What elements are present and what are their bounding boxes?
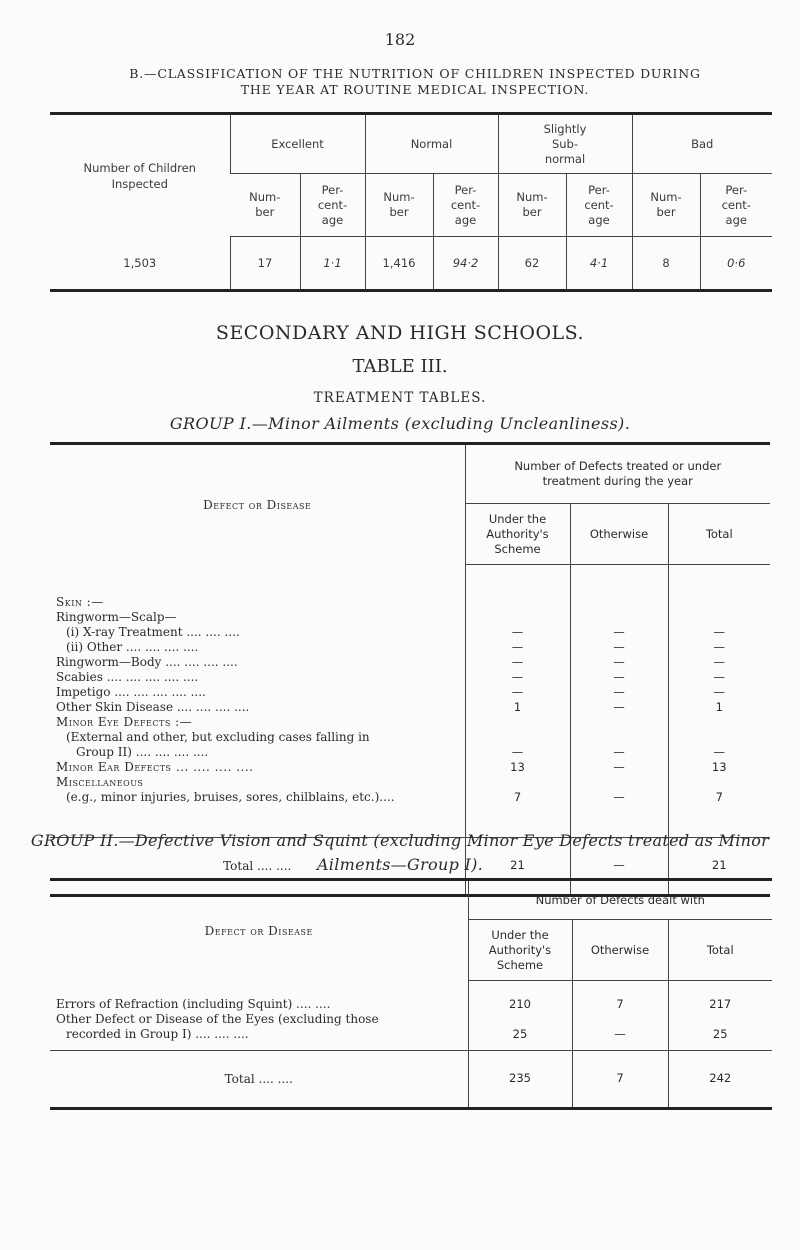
group2-title-line1: GROUP II.—Defective Vision and Squint (excluding Minor Eye Defects treated as Minor (30, 831, 770, 850)
group1-cell-otherwise (571, 610, 668, 625)
group1-cell-total: 1 (715, 700, 723, 714)
nutrition-classification-table (50, 112, 772, 292)
col-header-defect: Defect or Disease (204, 923, 313, 938)
sub-header-percentage: Per- cent- age (433, 174, 498, 237)
group1-cell-total: — (713, 670, 725, 684)
group1-cell-otherwise (571, 715, 668, 730)
group1-row-label: Scabies .... .... .... .... .... (56, 669, 199, 684)
col-header-number-dealt: Number of Defects dealt with (468, 880, 772, 920)
group2-total-values (668, 981, 772, 1051)
sub-header-number: Num- ber (632, 174, 700, 237)
table-b-heading (55, 66, 775, 98)
group1-cell-otherwise: — (613, 625, 625, 639)
group2-title-line2: Ailments—Group I). (316, 855, 484, 874)
group1-row-label: Minor Ear Defects ... .... .... .... (56, 759, 254, 774)
sub-header-number: Num- ber (230, 174, 300, 237)
col-header-authority: Under the Authority's Scheme (465, 504, 570, 565)
col-header-otherwise: Otherwise (572, 920, 668, 981)
group2-row-labels (50, 981, 468, 1051)
cell-normal-percentage: 94·2 (433, 237, 498, 291)
group1-cell-authority (466, 610, 570, 625)
group2-row-label: Other Defect or Disease of the Eyes (excluding those (56, 1011, 379, 1026)
group2-cell-otherwise: 7 (616, 997, 624, 1011)
group2-otherwise-values (572, 981, 668, 1051)
table-b-heading-line2: THE YEAR AT ROUTINE MEDICAL INSPECTION. (240, 82, 590, 97)
sub-header-number: Num- ber (498, 174, 566, 237)
group1-cell-authority: — (511, 670, 524, 684)
group2-total-label: Total .... .... (224, 1071, 293, 1086)
group1-cell-otherwise: — (613, 655, 625, 669)
group1-row-label: (External and other, but excluding cases falling in (66, 729, 370, 744)
col-header-slightly-subnormal: Slightly Sub-normal (498, 114, 632, 174)
group1-cell-otherwise: — (613, 640, 625, 654)
group1-cell-authority (466, 595, 570, 610)
cell-excellent-percentage: 1·1 (300, 237, 365, 291)
group1-cell-authority: 13 (510, 760, 525, 774)
sub-header-number: Num- ber (365, 174, 433, 237)
group2-total-otherwise: 7 (572, 1050, 668, 1108)
col-header-excellent: Excellent (230, 114, 365, 174)
sub-header-percentage: Per- cent- age (700, 174, 772, 237)
cell-normal-number: 1,416 (365, 237, 433, 291)
group1-cell-total: — (713, 655, 725, 669)
sub-header-percentage: Per- cent- age (566, 174, 632, 237)
group1-row-label: Impetigo .... .... .... .... .... (56, 684, 206, 699)
group1-cell-total (669, 775, 771, 790)
group1-cell-total (669, 595, 771, 610)
group1-cell-otherwise: — (613, 685, 625, 699)
group2-total-total: 242 (668, 1050, 772, 1108)
group1-cell-total: 7 (715, 790, 723, 804)
group1-cell-total: — (713, 625, 725, 639)
group1-cell-authority: — (511, 745, 524, 759)
group1-cell-authority (466, 715, 570, 730)
col-header-normal: Normal (365, 114, 498, 174)
col-header-total: Total (668, 920, 772, 981)
group1-cell-authority (466, 730, 570, 745)
group2-table (50, 878, 772, 1110)
page-number: 182 (384, 30, 416, 49)
group1-row-label: Other Skin Disease .... .... .... .... (56, 699, 250, 714)
group1-row-labels (50, 565, 465, 838)
col-header-bad: Bad (632, 114, 772, 174)
col-header-number-inspected: Number of Children Inspected (83, 160, 196, 191)
group1-cell-otherwise (571, 775, 668, 790)
group1-cell-authority: — (511, 685, 524, 699)
group2-cell-authority: 210 (509, 997, 531, 1011)
col-header-number-treated: Number of Defects treated or under treatment during the year (465, 444, 770, 504)
group2-authority-values (468, 981, 572, 1051)
group1-cell-total: — (713, 640, 725, 654)
table-title: TABLE III. (352, 356, 448, 377)
cell-bad-number: 8 (632, 237, 700, 291)
treatment-title: TREATMENT TABLES. (313, 390, 487, 406)
table-b-heading-line1: B.—CLASSIFICATION OF THE NUTRITION OF CHILDREN INSPECTED DURING (129, 66, 701, 81)
group2-cell-total (669, 1012, 773, 1027)
group2-cell-authority: 25 (512, 1027, 528, 1041)
group1-authority-values (465, 565, 570, 838)
group1-total-values (668, 565, 770, 838)
group1-cell-total (669, 715, 771, 730)
group2-cell-total: 25 (712, 1027, 728, 1041)
group1-total-otherwise: — (570, 837, 668, 895)
cell-subnormal-number: 62 (498, 237, 566, 291)
group1-row-label: Minor Eye Defects :— (56, 714, 193, 729)
group1-cell-total: 13 (711, 760, 727, 774)
group1-row-label: (ii) Other .... .... .... .... (66, 639, 199, 654)
group1-cell-authority: 7 (513, 790, 522, 804)
col-header-defect: Defect or Disease (203, 497, 312, 512)
group1-cell-otherwise: — (613, 760, 625, 774)
group1-row-label: Skin :— (56, 594, 104, 609)
group1-cell-otherwise: — (613, 790, 625, 804)
group1-row-label: Group II) .... .... .... .... (76, 744, 209, 759)
group1-row-label: Ringworm—Body .... .... .... .... (56, 654, 238, 669)
group1-row-label: Miscellaneous (56, 774, 144, 789)
group1-total-authority: 21 (465, 837, 570, 895)
group1-cell-otherwise: — (613, 700, 625, 714)
group1-title: GROUP I.—Minor Ailments (excluding Uncleanliness). (169, 414, 631, 433)
group2-title (0, 829, 800, 877)
group1-cell-authority (466, 775, 570, 790)
group1-cell-authority: — (511, 625, 524, 639)
sub-header-percentage: Per- cent- age (300, 174, 365, 237)
group2-total-authority: 235 (468, 1050, 572, 1108)
group2-cell-otherwise: — (614, 1027, 626, 1041)
group1-cell-total: — (713, 685, 725, 699)
group1-cell-total (669, 730, 771, 745)
section-title: SECONDARY AND HIGH SCHOOLS. (215, 322, 585, 344)
cell-bad-percentage: 0·6 (700, 237, 772, 291)
col-header-otherwise: Otherwise (570, 504, 668, 565)
group1-cell-otherwise (571, 595, 668, 610)
group1-cell-otherwise: — (613, 670, 625, 684)
group2-row-label: Errors of Refraction (including Squint) .... .... (56, 996, 331, 1011)
group2-row-label: recorded in Group I) .... .... .... (66, 1026, 249, 1041)
group1-row-label: (i) X-ray Treatment .... .... .... (66, 624, 240, 639)
col-header-total: Total (668, 504, 770, 565)
group1-cell-otherwise (571, 730, 668, 745)
group1-otherwise-values (570, 565, 668, 838)
group2-cell-otherwise (573, 1012, 668, 1027)
group1-row-label: (e.g., minor injuries, bruises, sores, chilblains, etc.).... (66, 789, 395, 804)
cell-inspected: 1,503 (123, 255, 157, 270)
group1-total-total: 21 (668, 837, 770, 895)
cell-subnormal-percentage: 4·1 (566, 237, 632, 291)
cell-excellent-number: 17 (230, 237, 300, 291)
group2-cell-total: 217 (709, 997, 732, 1011)
group1-cell-otherwise: — (613, 745, 625, 759)
group1-cell-authority: — (511, 655, 524, 669)
group1-row-label: Ringworm—Scalp— (56, 609, 177, 624)
group1-cell-authority: 1 (513, 700, 522, 714)
group2-cell-authority (469, 1012, 572, 1027)
group1-cell-total (669, 610, 771, 625)
group1-cell-authority: — (511, 640, 524, 654)
group1-total-label: Total .... .... (223, 858, 292, 873)
group1-cell-total: — (713, 745, 725, 759)
col-header-authority: Under the Authority's Scheme (468, 920, 572, 981)
